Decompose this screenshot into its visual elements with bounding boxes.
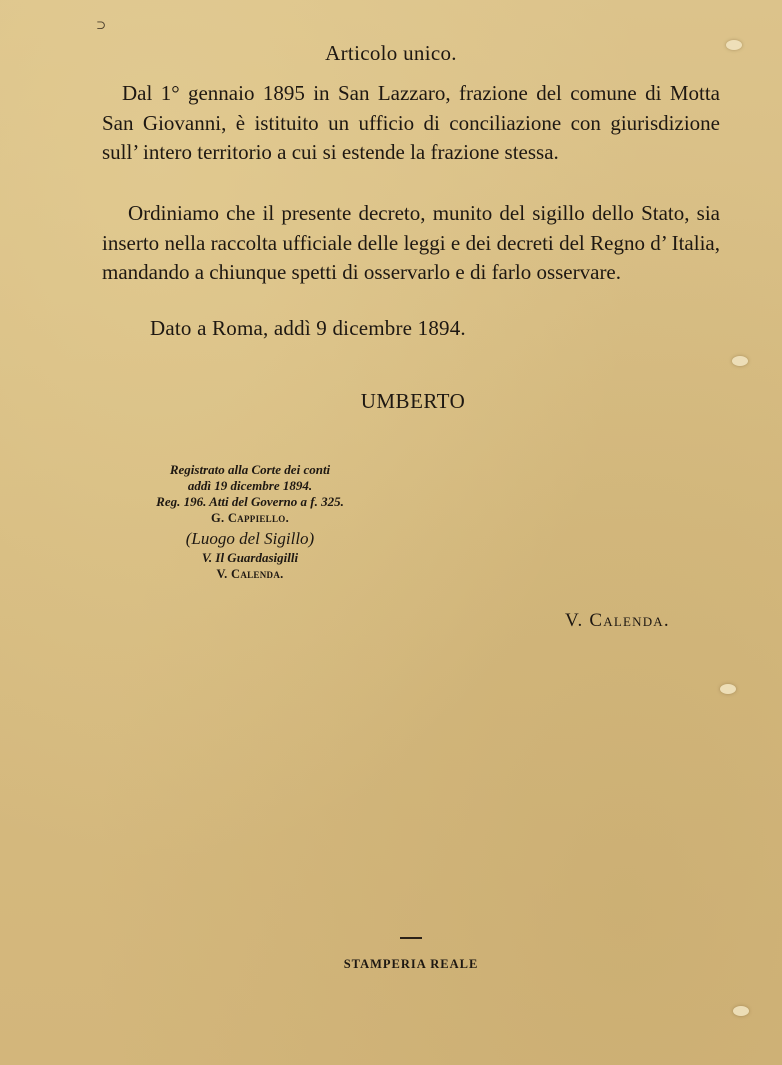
article-title: Articolo unico. xyxy=(325,41,457,65)
paragraph-1: Dal 1° gennaio 1895 in San Lazzaro, frazione del comune di Motta San Giovanni, è istituito un ufficio di conciliazione con giurisdizione sull’ intero territorio a cui si estende la frazione stessa. xyxy=(102,81,720,164)
registration-line: Registrato alla Corte dei conti xyxy=(169,462,331,477)
registration-block xyxy=(100,462,400,582)
page-hole-mark xyxy=(732,356,748,366)
corner-mark: ⊃ xyxy=(96,18,107,32)
guardasigilli-name: V. Calenda. xyxy=(216,567,284,581)
minister-signature: V. Calenda. xyxy=(565,610,670,631)
guardasigilli-line: V. Il Guardasigilli xyxy=(201,550,299,565)
registrar-name: G. Cappiello. xyxy=(210,511,290,525)
page-hole-mark xyxy=(720,684,736,694)
registration-date: addì 19 dicembre 1894. xyxy=(187,478,313,493)
registration-reference: Reg. 196. Atti del Governo a f. 325. xyxy=(156,494,344,509)
paragraph-2: Ordiniamo che il presente decreto, munito del sigillo dello Stato, sia inserto nella raccolta ufficiale delle leggi e dei decreti del Regno d’ Italia, mandando a chiunque spetti di osservarlo e di farlo osservare. xyxy=(102,201,720,284)
dated-line: Dato a Roma, addì 9 dicembre 1894. xyxy=(150,316,466,340)
footer-rule xyxy=(400,937,422,939)
printer-footer: STAMPERIA REALE xyxy=(343,957,479,971)
king-signature: UMBERTO xyxy=(360,389,466,413)
page-hole-mark xyxy=(733,1006,749,1016)
seal-place: (Luogo del Sigillo) xyxy=(185,529,315,548)
